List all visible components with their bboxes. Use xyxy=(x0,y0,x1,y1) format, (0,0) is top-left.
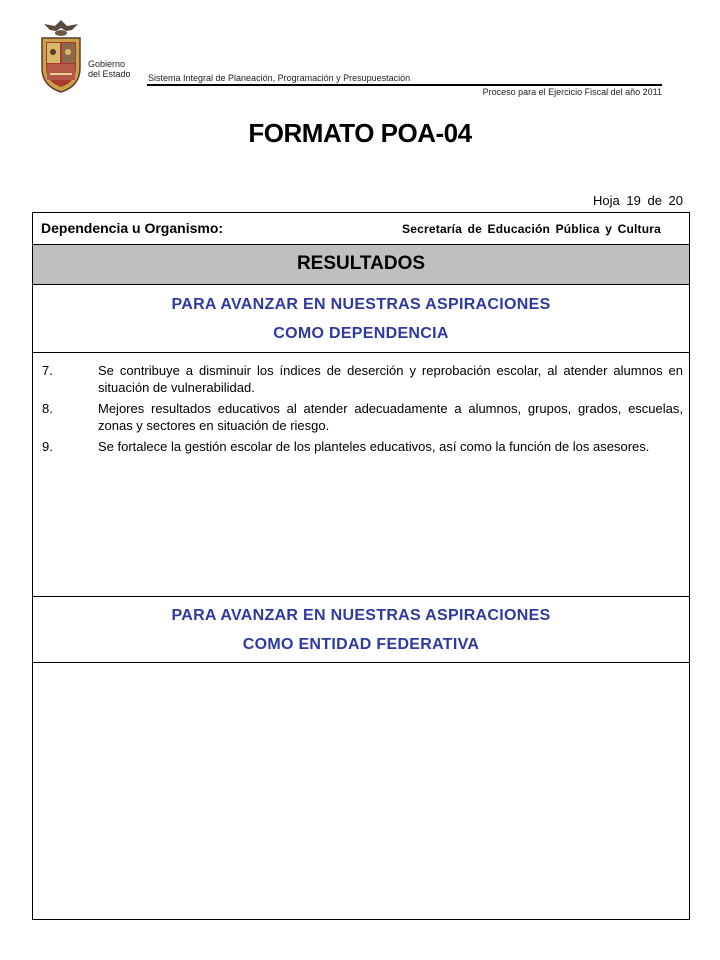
section-dependencia-heading xyxy=(33,285,689,353)
section1-line1: PARA AVANZAR EN NUESTRAS ASPIRACIONES xyxy=(171,296,551,313)
item-text: Mejores resultados educativos al atender adecuadamente a alumnos, grupos, grados, escuelas, zonas y sectores en situación de riesgo. xyxy=(98,401,683,433)
section-entidad-heading xyxy=(33,597,689,663)
page-title: FORMATO POA-04 xyxy=(248,118,472,148)
header-rule xyxy=(147,84,662,86)
section1-line2: COMO DEPENDENCIA xyxy=(273,325,449,342)
list-item xyxy=(42,400,683,434)
page-counter: Hoja 19 de 20 xyxy=(593,193,683,208)
item-number: 7. xyxy=(42,363,53,378)
gobierno-label xyxy=(88,59,131,79)
sistema-title: Sistema Integral de Planeación, Programación y Presupuestación xyxy=(148,73,411,83)
section2-line1: PARA AVANZAR EN NUESTRAS ASPIRACIONES xyxy=(171,607,551,624)
list-item xyxy=(42,438,683,455)
item-text: Se fortalece la gestión escolar de los planteles educativos, así como la función de los asesores. xyxy=(98,439,650,454)
item-number: 9. xyxy=(42,439,53,454)
item-number: 8. xyxy=(42,401,53,416)
results-form-table xyxy=(32,212,690,920)
item-text: Se contribuye a disminuir los índices de deserción y reprobación escolar, al atender alumnos en situación de vulnerabilidad. xyxy=(98,363,683,395)
dependencia-label: Dependencia u Organismo: xyxy=(41,220,224,236)
section-dependencia-body xyxy=(33,353,689,597)
dependencia-row xyxy=(33,213,689,245)
gobierno-line2: del Estado xyxy=(88,69,131,79)
proceso-label: Proceso para el Ejercicio Fiscal del año 2011 xyxy=(482,87,662,97)
resultados-header-row xyxy=(33,245,689,285)
gobierno-line1: Gobierno xyxy=(88,59,126,69)
state-seal-logo xyxy=(36,18,86,96)
dependencia-value: Secretaría de Educación Pública y Cultura xyxy=(402,222,661,236)
list-item xyxy=(42,362,683,396)
section2-line2: COMO ENTIDAD FEDERATIVA xyxy=(242,636,480,653)
resultados-heading: RESULTADOS xyxy=(296,253,426,274)
